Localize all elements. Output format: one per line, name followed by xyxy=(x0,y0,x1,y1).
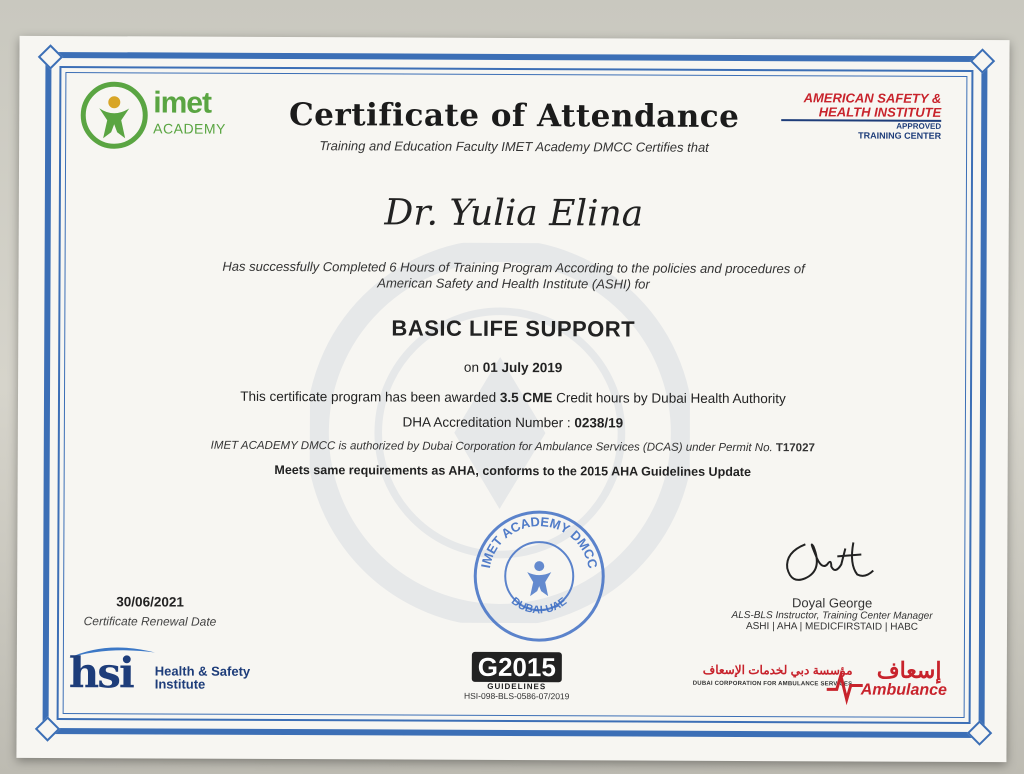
course-date: on 01 July 2019 xyxy=(463,359,563,376)
renewal-date: 30/06/2021 xyxy=(116,594,184,610)
certificate-subtitle: Training and Education Faculty IMET Academy DMCC Certifies that xyxy=(319,138,709,155)
course-title: BASIC LIFE SUPPORT xyxy=(391,315,636,342)
imet-wordmark: imet xyxy=(153,86,212,120)
ambulance-arabic: إسعاف xyxy=(876,657,942,683)
guidelines-mark: G2015 xyxy=(472,652,562,682)
corner-ornament xyxy=(35,716,60,741)
corner-ornament xyxy=(970,48,995,73)
hsi-mark: hsi xyxy=(68,648,134,698)
stamp-bottom-text: DUBAI-UAE xyxy=(508,595,570,617)
svg-text:DUBAI-UAE xyxy=(509,595,569,616)
pulse-icon xyxy=(825,665,865,705)
dcas-english-name: DUBAI CORPORATION FOR AMBULANCE SERVICES xyxy=(692,680,853,688)
signer-name: Doyal George xyxy=(791,595,873,611)
stamp-top-text: IMET ACADEMY DMCC xyxy=(477,513,601,570)
handwritten-signature xyxy=(765,534,925,595)
corner-ornament xyxy=(967,720,992,745)
guidelines-2015-logo xyxy=(457,652,577,702)
aha-conformance-line: Meets same requirements as AHA, conforms to the 2015 AHA Guidelines Update xyxy=(274,462,751,480)
signer-block xyxy=(707,595,957,633)
cme-credit-line: This certificate program has been awarded 3.5 CME Credit hours by Dubai Health Authority xyxy=(240,388,786,407)
hsi-logo: hsi Health & Safety Institute xyxy=(63,644,273,705)
dha-accreditation-line: DHA Accreditation Number : 0238/19 xyxy=(402,414,624,431)
renewal-date-label: Certificate Renewal Date xyxy=(83,614,217,629)
guidelines-label: GUIDELINES xyxy=(487,681,547,692)
signer-role: ALS-BLS Instructor, Training Center Manager xyxy=(731,609,933,622)
dcas-ambulance-logo xyxy=(685,657,965,718)
dcas-permit-number: T17027 xyxy=(775,442,815,455)
signer-credentials: ASHI | AHA | MEDICFIRSTAID | HABC xyxy=(745,621,919,633)
certificate-paper xyxy=(16,36,1009,762)
completion-text-line-2: American Safety and Health Institute (ASHI) for xyxy=(377,275,650,292)
imet-academy-stamp xyxy=(469,506,610,647)
dcas-authorization-line: IMET ACADEMY DMCC is authorized by Dubai Corporation for Ambulance Services (DCAS) under Permit No. T17027 xyxy=(210,439,815,455)
course-date-value: 01 July 2019 xyxy=(482,359,563,376)
cme-value: 3.5 CME xyxy=(499,389,553,406)
recipient-name: Dr. Yulia Elina xyxy=(384,192,644,235)
ambulance-english: Ambulance xyxy=(860,681,948,699)
imet-subtitle: ACADEMY xyxy=(153,120,226,137)
dha-number: 0238/19 xyxy=(574,415,624,431)
dcas-arabic-name: مؤسسة دبي لخدمات الإسعاف xyxy=(702,662,853,678)
ashi-logo: AMERICAN SAFETY & HEALTH INSTITUTE APPROVED TRAINING CENTER xyxy=(781,91,941,141)
certificate-code: HSI-098-BLS-0586-07/2019 xyxy=(463,690,570,702)
completion-text-line-1: Has successfully Completed 6 Hours of Training Program According to the policies and procedures of xyxy=(222,258,805,277)
certificate-title: Certificate of Attendance xyxy=(288,97,740,135)
